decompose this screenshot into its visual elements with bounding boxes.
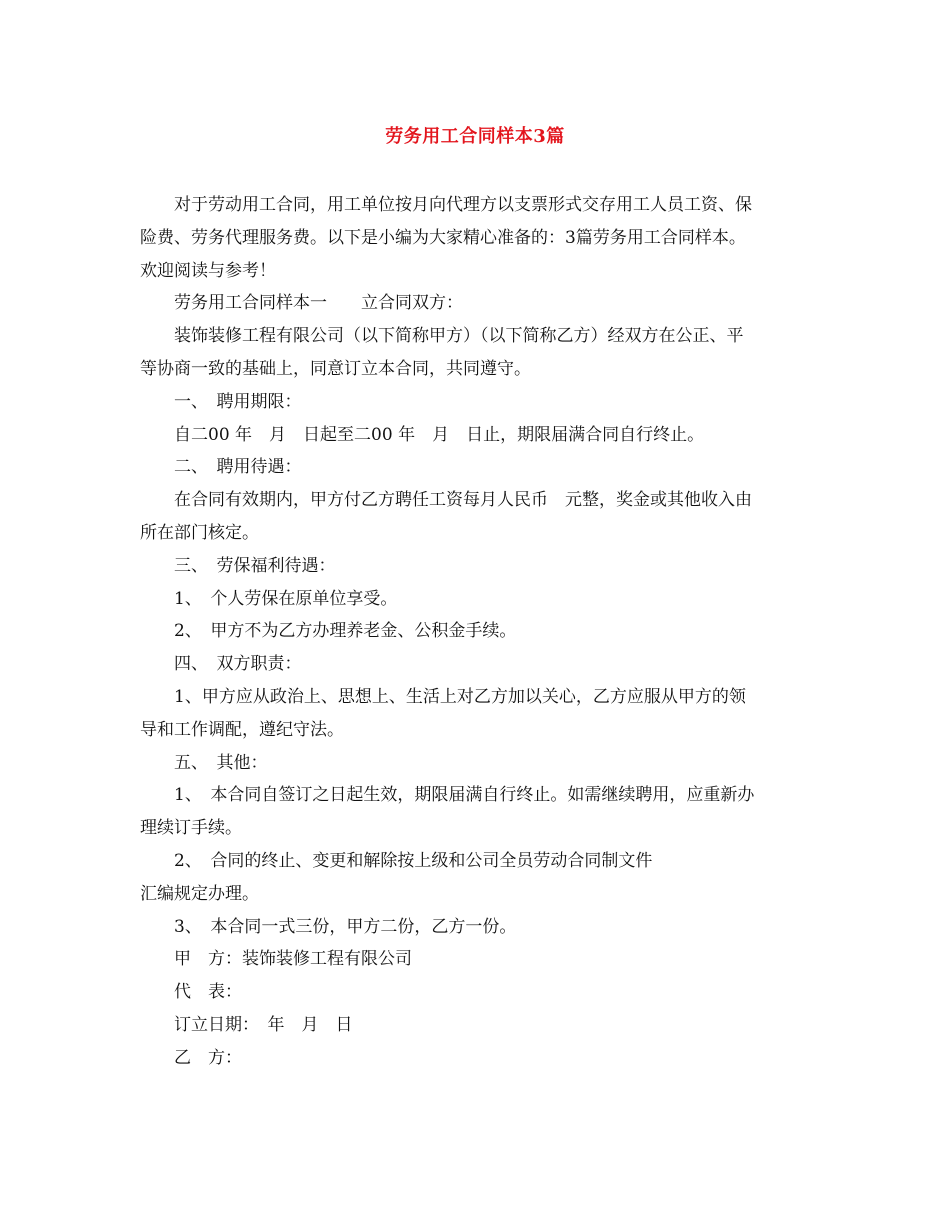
document-title: 劳务用工合同样本3篇 — [385, 126, 565, 147]
list-item: 1、甲方应从政治上、思想上、生活上对乙方加以关心，乙方应服从甲方的领 — [174, 686, 746, 707]
list-item: 汇编规定办理。 — [140, 883, 259, 904]
section-heading: 三、 劳保福利待遇： — [174, 555, 336, 576]
document-body — [140, 189, 820, 1075]
section-text: 所在部门核定。 — [140, 522, 259, 543]
section-text: 自二00 年 月 日起至二00 年 月 日止，期限届满合同自行终止。 — [174, 424, 705, 445]
section-heading: 五、 其他： — [174, 752, 268, 773]
list-item: 1、 个人劳保在原单位享受。 — [174, 588, 398, 609]
list-item: 导和工作调配，遵纪守法。 — [140, 719, 344, 740]
section-text: 在合同有效期内，甲方付乙方聘任工资每月人民币 元整，奖金或其他收入由 — [174, 490, 752, 511]
list-item: 3、 本合同一式三份，甲方二份，乙方一份。 — [174, 916, 517, 937]
intro-line: 欢迎阅读与参考！ — [140, 260, 276, 281]
signature-party-b: 乙 方： — [174, 1047, 242, 1068]
section-heading: 四、 双方职责： — [174, 654, 302, 675]
parties-line: 装饰装修工程有限公司（以下简称甲方）（以下简称乙方）经双方在公正、平 — [174, 326, 744, 347]
intro-line: 对于劳动用工合同，用工单位按月向代理方以支票形式交存用工人员工资、保 — [174, 195, 752, 215]
signature-date: 订立日期： 年 月 日 — [174, 1014, 353, 1035]
signature-representative: 代 表： — [174, 982, 242, 1003]
intro-line: 险费、劳务代理服务费。以下是小编为大家精心准备的：3篇劳务用工合同样本。 — [140, 227, 746, 248]
list-item: 2、 甲方不为乙方办理养老金、公积金手续。 — [174, 621, 517, 642]
section-heading: 一、 聘用期限： — [174, 391, 302, 412]
list-item: 1、 本合同自签订之日起生效，期限届满自行终止。如需继续聘用，应重新办 — [174, 785, 755, 806]
parties-line: 等协商一致的基础上，同意订立本合同，共同遵守。 — [140, 358, 531, 379]
list-item: 2、 合同的终止、变更和解除按上级和公司全员劳动合同制文件 — [174, 850, 653, 871]
section-heading: 二、 聘用待遇： — [174, 457, 302, 478]
sample-heading: 劳务用工合同样本一 立合同双方： — [174, 293, 463, 314]
signature-party-a: 甲 方：装饰装修工程有限公司 — [174, 949, 412, 970]
list-item: 理续订手续。 — [140, 818, 242, 839]
